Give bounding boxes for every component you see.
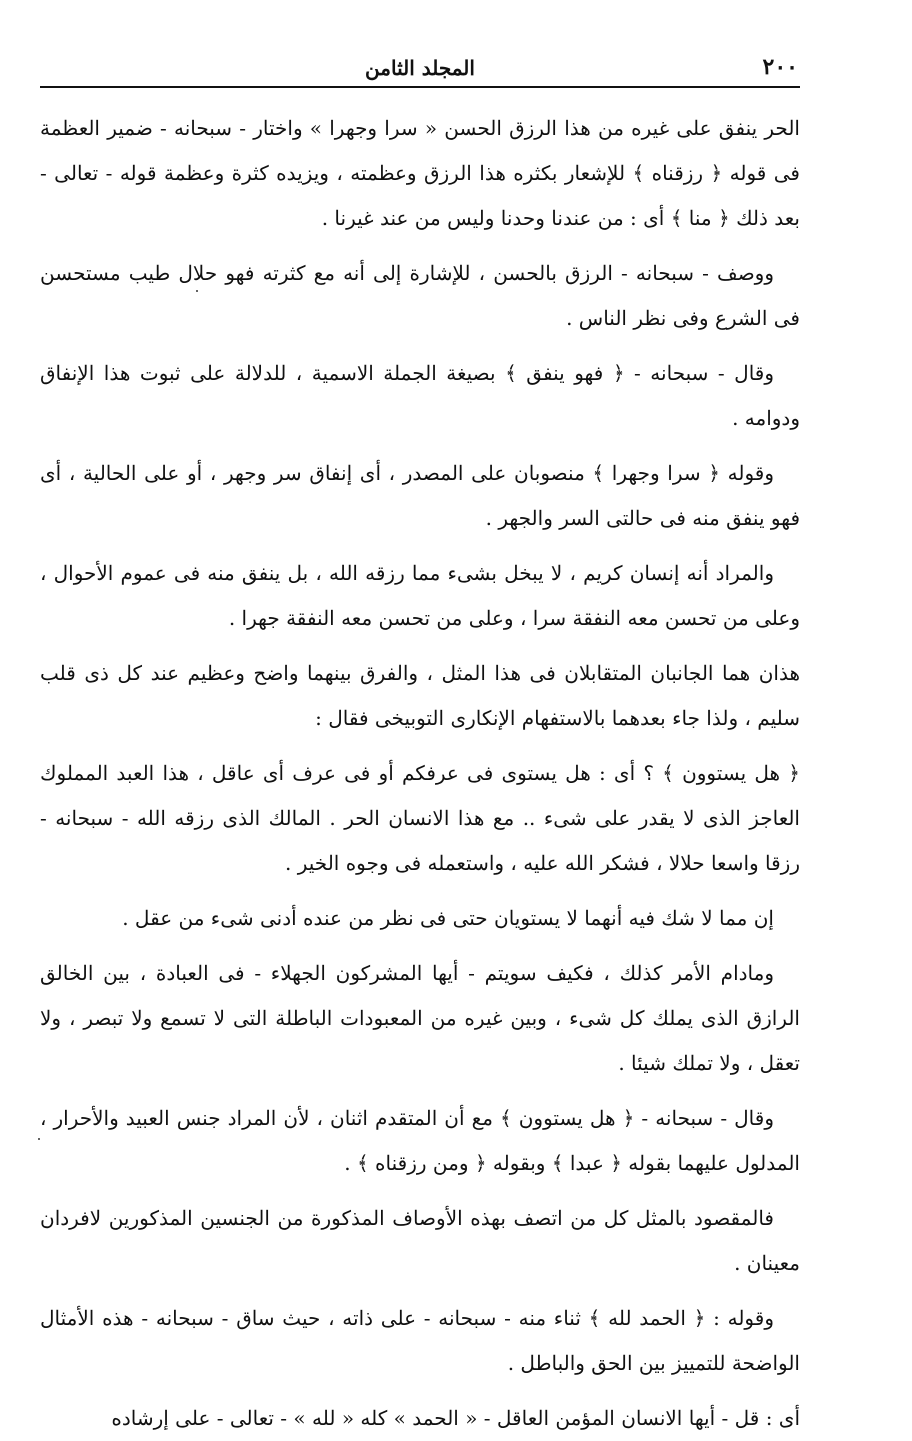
paragraph: أى : قل - أيها الانسان المؤمن العاقل - « الحمد » كله « لله » - تعالى - على إرشاده	[111, 1406, 800, 1430]
running-title: المجلد الثامن	[365, 56, 475, 80]
paragraph: وقوله : ﴿ الحمد لله ﴾ ثناء منه - سبحانه - على ذاته ، حيث ساق - سبحانه - هذه الأمثال الواضحة للتمييز بين الحق والباطل .	[40, 1306, 800, 1375]
page-number: ٢٠٠	[762, 54, 798, 80]
scan-speck	[38, 1138, 40, 1140]
scan-speck	[196, 290, 198, 292]
paragraph: الحر ينفق على غيره من هذا الرزق الحسن « سرا وجهرا » واختار - سبحانه - ضمير العظمة فى قوله ﴿ رزقناه ﴾ للإشعار بكثره هذا الرزق وعظمته ، ويزيده كثرة وعظمة قوله - تعالى - بعد ذلك ﴿ منا ﴾ أى : من عندنا وحدنا وليس من عند غيرنا .	[40, 116, 800, 230]
paragraph: وقال - سبحانه - ﴿ فهو ينفق ﴾ بصيغة الجملة الاسمية ، للدلالة على ثبوت هذا الإنفاق ودوامه .	[40, 361, 800, 430]
paragraph: ومادام الأمر كذلك ، فكيف سويتم - أيها المشركون الجهلاء - فى العبادة ، بين الخالق الرازق الذى يملك كل شىء ، وبين غيره من المعبودات الباطلة التى لا تسمع ولا تبصر ، ولا تعقل ، ولا تملك شيئا .	[40, 961, 800, 1075]
paragraph: وقوله ﴿ سرا وجهرا ﴾ منصوبان على المصدر ، أى إنفاق سر وجهر ، أو على الحالية ، أى فهو ينفق منه فى حالتى السر والجهر .	[40, 461, 800, 530]
paragraph: ووصف - سبحانه - الرزق بالحسن ، للإشارة إلى أنه مع كثرته فهو حلال طيب مستحسن فى الشرع وفى نظر الناس .	[40, 261, 800, 330]
paragraph: والمراد أنه إنسان كريم ، لا يبخل بشىء مما رزقه الله ، بل ينفق منه فى عموم الأحوال ، وعلى من تحسن معه النفقة سرا ، وعلى من تحسن معه النفقة جهرا .	[40, 561, 800, 630]
page-body	[40, 106, 800, 1441]
book-page	[40, 40, 800, 1430]
page-header	[40, 40, 800, 88]
paragraph: هذان هما الجانبان المتقابلان فى هذا المثل ، والفرق بينهما واضح وعظيم عند كل ذى قلب سليم ، ولذا جاء بعدهما بالاستفهام الإنكارى التوبيخى فقال :	[40, 661, 800, 730]
paragraph: فالمقصود بالمثل كل من اتصف بهذه الأوصاف المذكورة من الجنسين المذكورين لافردان معينان .	[40, 1206, 800, 1275]
paragraph: ﴿ هل يستوون ﴾ ؟ أى : هل يستوى فى عرفكم أو فى عرف أى عاقل ، هذا العبد المملوك العاجز الذى لا يقدر على شىء .. مع هذا الانسان الحر . المالك الذى رزقه الله - سبحانه - رزقا واسعا حلالا ، فشكر الله عليه ، واستعمله فى وجوه الخير .	[40, 761, 800, 875]
paragraph: وقال - سبحانه - ﴿ هل يستوون ﴾ مع أن المتقدم اثنان ، لأن المراد جنس العبيد والأحرار ، المدلول عليهما بقوله ﴿ عبدا ﴾ وبقوله ﴿ ومن رزقناه ﴾ .	[40, 1106, 800, 1175]
paragraph: إن مما لا شك فيه أنهما لا يستويان حتى فى نظر من عنده أدنى شىء من عقل .	[122, 906, 774, 930]
